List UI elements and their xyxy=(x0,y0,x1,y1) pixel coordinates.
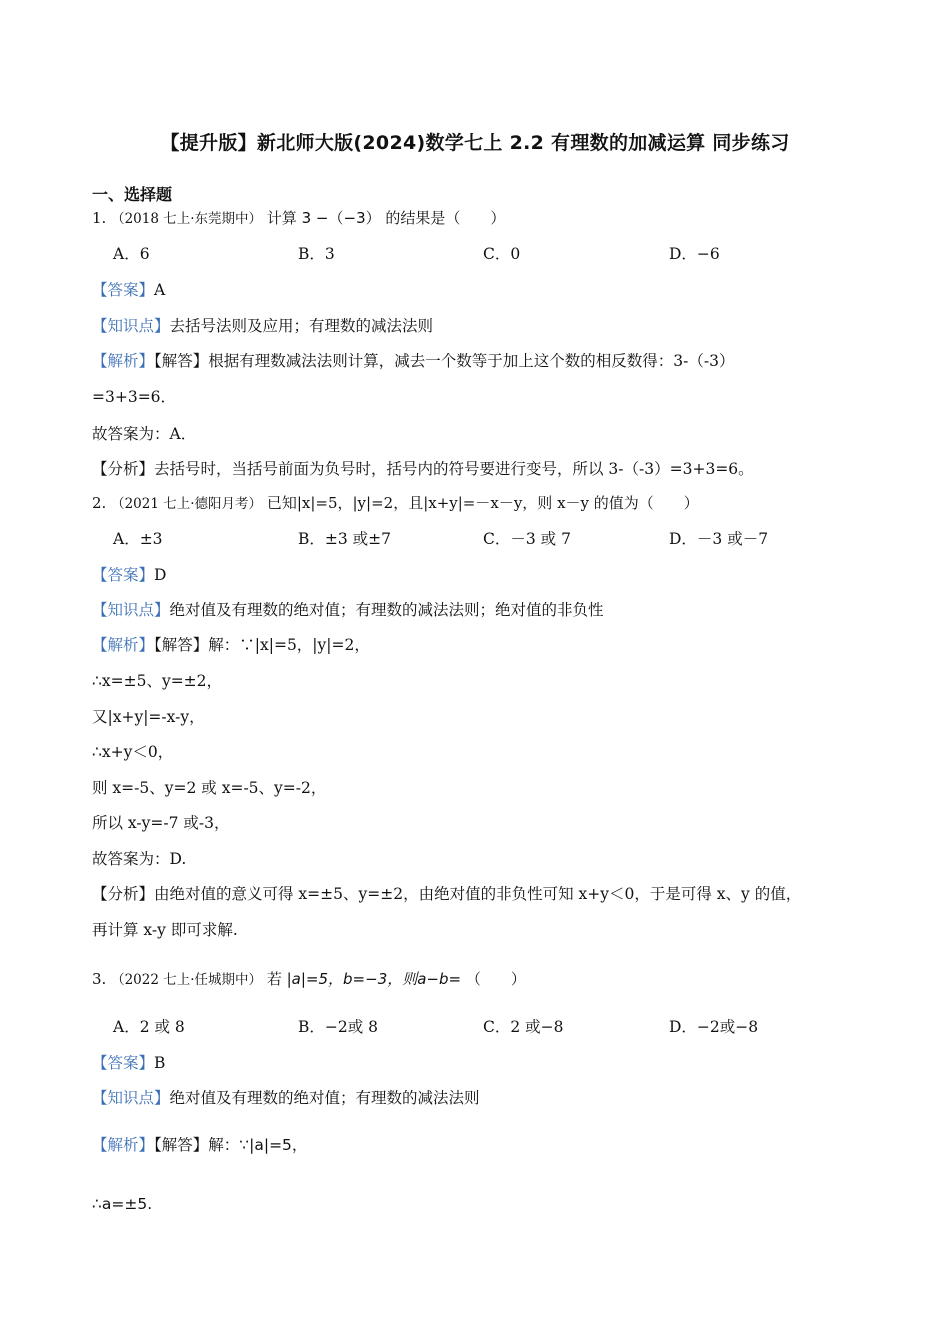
knowledge-text: 绝对值及有理数的绝对值；有理数的减法法则；绝对值的非负性 xyxy=(169,601,604,619)
knowledge-text: 绝对值及有理数的绝对值；有理数的减法法则 xyxy=(169,1089,480,1107)
question-1-solution-line: 故答案为：A． xyxy=(92,425,197,443)
knowledge-tag: 【知识点】 xyxy=(92,601,170,619)
stem-suffix: （ ） xyxy=(465,970,526,988)
analysis-tag: 【解析】 xyxy=(92,352,155,370)
option-d: D．－3 或－7 xyxy=(669,530,769,548)
question-2-solution-line: 故答案为：D. xyxy=(92,850,187,868)
question-2-solution-line: 又|x+y|=-x-y， xyxy=(92,708,205,726)
question-1-stem xyxy=(92,207,505,228)
question-2-answer xyxy=(92,563,166,585)
question-3-solution-line xyxy=(92,1133,307,1155)
question-2-knowledge xyxy=(92,598,604,620)
option-b: B．−2或 8 xyxy=(298,1018,379,1036)
page-title: 【提升版】新北师大版(2024)数学七上 2.2 有理数的加减运算 同步练习 xyxy=(160,132,790,154)
question-2-solution-line: 【分析】由绝对值的意义可得 x=±5、y=±2，由绝对值的非负性可知 x+y＜0，于是可得 x、y 的值， xyxy=(92,885,802,903)
option-a: A．2 或 8 xyxy=(113,1018,185,1036)
question-3-solution-line: ∴a=±5. xyxy=(92,1195,153,1213)
knowledge-text: 去括号法则及应用；有理数的减法法则 xyxy=(169,317,434,335)
question-2-solution-line: 所以 x-y=-7 或-3， xyxy=(92,814,230,832)
stem-math: |a|=5，b=−3，则a−b= xyxy=(286,970,462,988)
question-source: （2021 七上·德阳月考） xyxy=(111,496,263,512)
question-1-knowledge xyxy=(92,314,433,336)
knowledge-tag: 【知识点】 xyxy=(92,1089,170,1107)
question-3-knowledge xyxy=(92,1086,480,1108)
option-c: C．2 或−8 xyxy=(483,1018,564,1036)
question-number: 1. xyxy=(92,209,107,227)
solution-text: 【解答】根据有理数减法法则计算，减去一个数等于加上这个数的相反数得：3-（-3） xyxy=(154,352,735,370)
option-a: A．±3 xyxy=(113,530,163,548)
question-source: （2018 七上·东莞期中） xyxy=(111,211,263,227)
question-number: 2. xyxy=(92,494,107,512)
section-heading: 一、选择题 xyxy=(92,185,173,204)
stem-text: 已知|x|=5，|y|=2，且|x+y|=－x－y，则 x－y 的值为（ ） xyxy=(266,494,699,512)
option-b: B．±3 或±7 xyxy=(298,530,392,548)
option-c: C．0 xyxy=(483,245,521,263)
solution-text: 【解答】解：∵|x|=5，|y|=2， xyxy=(154,636,370,654)
analysis-tag: 【解析】 xyxy=(92,1136,155,1154)
question-1-answer xyxy=(92,278,165,300)
question-3-answer xyxy=(92,1051,165,1073)
question-source: （2022 七上·任城期中） xyxy=(111,972,263,988)
question-2-solution-line: 则 x=-5、y=2 或 x=-5、y=-2， xyxy=(92,779,327,797)
option-c: C．－3 或 7 xyxy=(483,530,571,548)
option-d: D．−2或−8 xyxy=(669,1018,759,1036)
question-1-solution-line xyxy=(92,349,734,371)
question-2-stem xyxy=(92,492,699,513)
question-2-solution-line xyxy=(92,633,370,655)
question-2-solution-line: ∴x=±5、y=±2， xyxy=(92,672,223,690)
question-2-solution-line: ∴x+y＜0， xyxy=(92,743,174,761)
stem-math: 3 −（−3） xyxy=(301,209,381,227)
question-1-solution-line: 【分析】去括号时，当括号前面为负号时，括号内的符号要进行变号，所以 3-（-3）=3+3=6。 xyxy=(92,460,754,478)
question-3-stem xyxy=(92,968,526,989)
stem-prefix: 计算 xyxy=(266,209,297,227)
question-2-solution-line: 再计算 x-y 即可求解. xyxy=(92,921,238,939)
question-number: 3. xyxy=(92,970,107,988)
answer-tag: 【答案】 xyxy=(92,1054,155,1072)
analysis-tag: 【解析】 xyxy=(92,636,155,654)
question-1-solution-line: =3+3=6． xyxy=(92,388,177,406)
answer-tag: 【答案】 xyxy=(92,566,155,584)
answer-value: A xyxy=(154,281,166,299)
knowledge-tag: 【知识点】 xyxy=(92,317,170,335)
stem-prefix: 若 xyxy=(266,970,282,988)
answer-tag: 【答案】 xyxy=(92,281,155,299)
option-a: A．6 xyxy=(113,245,150,263)
option-b: B．3 xyxy=(298,245,335,263)
stem-suffix: 的结果是（ ） xyxy=(385,209,506,227)
solution-text: 【解答】解：∵|a|=5， xyxy=(154,1136,308,1154)
answer-value: D xyxy=(154,566,167,584)
option-d: D．−6 xyxy=(669,245,720,263)
answer-value: B xyxy=(154,1054,166,1072)
